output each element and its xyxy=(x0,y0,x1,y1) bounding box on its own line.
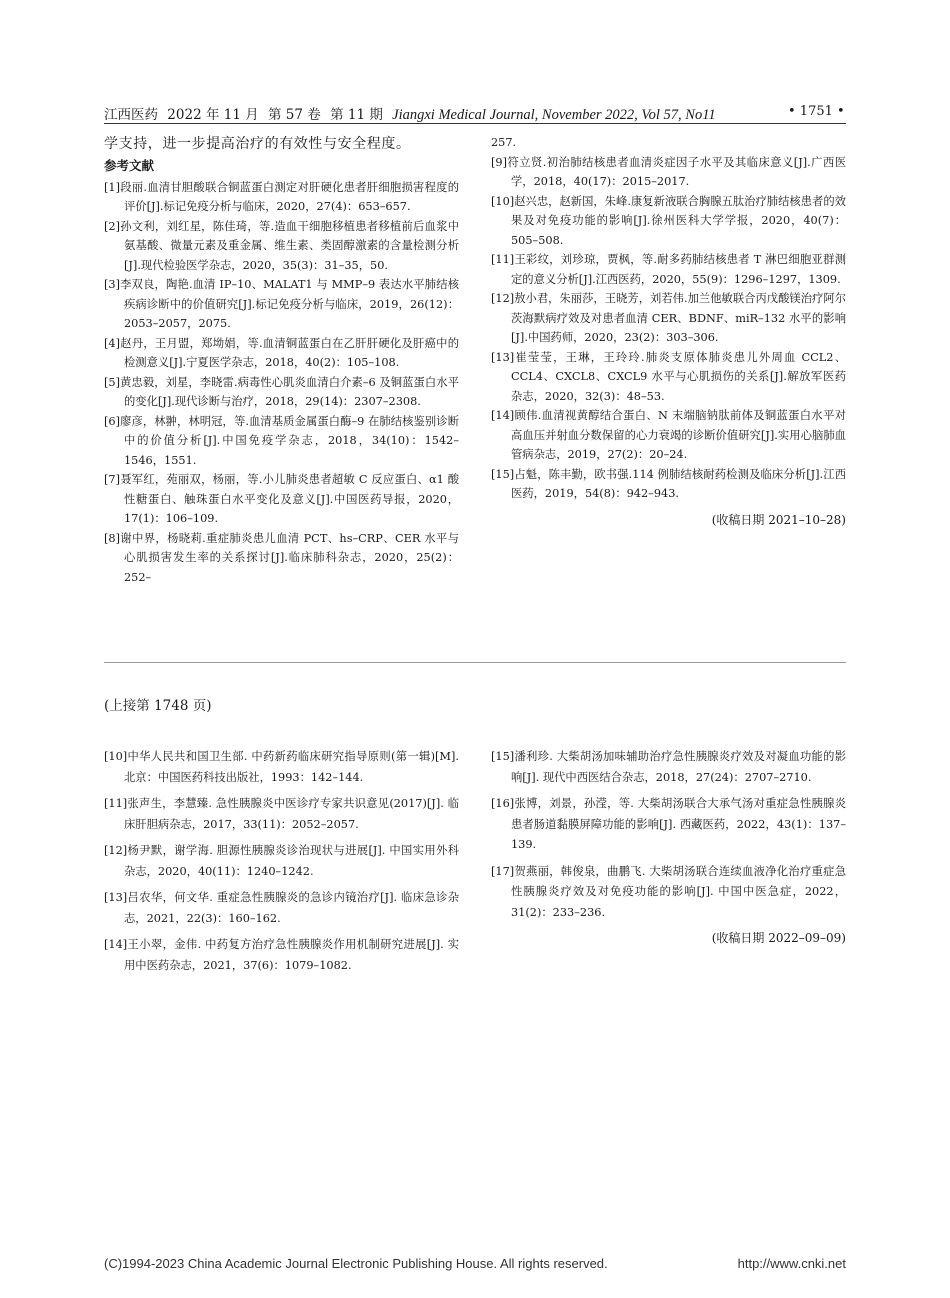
intro-text: 学支持，进一步提高治疗的有效性与安全程度。 xyxy=(104,136,411,152)
issue-volume: 第 57 卷 xyxy=(268,107,321,123)
reference-continuation: 257. xyxy=(491,136,517,149)
reference-item: [12]杨尹默，谢学海. 胆源性胰腺炎诊治现状与进展[J]. 中国实用外科杂志，2020，40(11)：1240–1242. xyxy=(104,844,459,878)
section2-right-column xyxy=(491,747,846,949)
reference-item: [15]潘利珍. 大柴胡汤加味辅助治疗急性胰腺炎疗效及对凝血功能的影响[J]. 现代中西医结合杂志，2018，27(24)：2707–2710. xyxy=(491,750,846,784)
reference-item: [15]占魁，陈丰勤，欧书强.114 例肺结核耐药检测及临床分析[J].江西医药，2019，54(8)：942–943. xyxy=(491,467,846,500)
reference-item: [1]段丽.血清甘胆酸联合铜蓝蛋白测定对肝硬化患者肝细胞损害程度的评价[J].标记免疫分析与临床，2020，27(4)：653–657. xyxy=(104,180,459,213)
reference-item: [17]贺燕丽，韩俊泉，曲鹏飞. 大柴胡汤联合连续血液净化治疗重症急性胰腺炎疗效及对免疫功能的影响[J]. 中国中医急症，2022，31(2)：233–236. xyxy=(491,864,846,919)
reference-item: [12]敖小君，朱丽莎，王晓芳，刘若伟.加兰他敏联合丙戊酸镁治疗阿尔茨海默病疗效及对患者血清 CER、BDNF、miR–132 水平的影响[J].中国药师，2020，23(2)：303–306. xyxy=(491,292,846,344)
page-number: • 1751 • xyxy=(788,104,845,119)
reference-item: [2]孙文利，刘红星，陈佳琦，等.造血干细胞移植患者移植前后血浆中氨基酸、微量元素及重金属、维生素、类固醇激素的含量检测分析[J].现代检验医学杂志，2020，35(3)：31–35，50. xyxy=(104,219,459,272)
section1-right-column xyxy=(491,133,846,530)
reference-item: [5]黄忠毅，刘星，李晓雷.病毒性心肌炎血清白介素–6 及铜蓝蛋白水平的变化[J].现代诊断与治疗，2018，29(14)：2307–2308. xyxy=(104,375,459,408)
journal-name-en: Jiangxi Medical Journal, November 2022, Vol 57, No11 xyxy=(392,107,716,123)
copyright-footer xyxy=(104,1256,846,1271)
reference-item: [13]吕农华，何文华. 重症急性胰腺炎的急诊内镜治疗[J]. 临床急诊杂志，2021，22(3)：160–162. xyxy=(104,891,459,925)
reference-item: [11]王彩纹，刘珍琼，贾枫，等.耐多药肺结核患者 T 淋巴细胞亚群测定的意义分析[J].江西医药，2020，55(9)：1296–1297，1309. xyxy=(491,253,846,286)
cnki-link[interactable]: http://www.cnki.net xyxy=(737,1256,846,1271)
issue-year: 2022 年 11 月 xyxy=(167,107,259,123)
reference-item: [13]崔莹莹，王琳，王玲玲.肺炎支原体肺炎患儿外周血 CCL2、CCL4、CXCL8、CXCL9 水平与心肌损伤的关系[J].解放军医药杂志，2020，32(3)：48–53. xyxy=(491,350,846,403)
section2-left-column xyxy=(104,747,459,982)
received-date: (收稿日期 2022–09–09) xyxy=(711,931,846,945)
running-header xyxy=(104,103,721,124)
reference-item: [8]谢中界，杨晓莉.重症肺炎患儿血清 PCT、hs–CRP、CER 水平与心肌损害发生率的关系探讨[J].临床肺科杂志，2020，25(2)：252– xyxy=(104,531,459,584)
received-date: (收稿日期 2021–10–28) xyxy=(711,512,846,527)
reference-item: [10]中华人民共和国卫生部. 中药新药临床研究指导原则(第一辑)[M]. 北京：中国医药科技出版社，1993：142–144. xyxy=(104,750,459,784)
reference-item: [6]廖彦，林翀，林明冠，等.血清基质金属蛋白酶–9 在肺结核鉴别诊断中的价值分析[J].中国免疫学杂志，2018，34(10)：1542–1546，1551. xyxy=(104,414,459,467)
reference-item: [3]李双良，陶艳.血清 IP–10、MALAT1 与 MMP–9 表达水平肺结核疾病诊断中的价值研究[J].标记免疫分析与临床，2019，26(12)：2053–2057，2075. xyxy=(104,278,459,330)
section1-left-column xyxy=(104,133,459,587)
copyright-text: (C)1994-2023 China Academic Journal Electronic Publishing House. All rights reserved. xyxy=(104,1256,608,1271)
section-divider xyxy=(104,662,846,663)
reference-item: [16]张博，刘景，孙滢，等. 大柴胡汤联合大承气汤对重症急性胰腺炎患者肠道黏膜屏障功能的影响[J]. 西藏医药，2022，43(1)：137–139. xyxy=(491,797,846,851)
reference-item: [10]赵兴忠，赵新国，朱峰.康复新液联合胸腺五肽治疗肺结核患者的效果及对免疫功能的影响[J].徐州医科大学学报，2020，40(7)：505–508. xyxy=(491,194,846,247)
header-rule xyxy=(104,123,846,124)
reference-item: [4]赵丹，王月盟，郑坳娟，等.血清铜蓝蛋白在乙肝肝硬化及肝癌中的检测意义[J].宁夏医学杂志，2018，40(2)：105–108. xyxy=(104,336,459,369)
reference-item: [14]王小翠，金伟. 中药复方治疗急性胰腺炎作用机制研究进展[J]. 实用中医药杂志，2021，37(6)：1079–1082. xyxy=(104,938,459,972)
reference-item: [14]顾伟.血清视黄醇结合蛋白、N 末端脑钠肽前体及铜蓝蛋白水平对高血压并射血分数保留的心力衰竭的诊断价值研究[J].实用心脑肺血管病杂志，2019，27(2)：20–24. xyxy=(491,409,846,461)
issue-number: 第 11 期 xyxy=(330,107,383,123)
references-heading: 参考文献 xyxy=(104,158,155,173)
journal-name-cn: 江西医药 xyxy=(104,107,158,123)
continued-from-label: (上接第 1748 页) xyxy=(104,698,212,714)
reference-item: [7]聂军红，苑丽双，杨丽，等.小儿肺炎患者超敏 C 反应蛋白、α1 酸性糖蛋白、触珠蛋白水平变化及意义[J].中国医药导报，2020，17(1)：106–109. xyxy=(104,473,459,525)
reference-item: [11]张声生，李慧臻. 急性胰腺炎中医诊疗专家共识意见(2017)[J]. 临床肝胆病杂志，2017，33(11)：2052–2057. xyxy=(104,797,459,831)
reference-item: [9]符立贤.初治肺结核患者血清炎症因子水平及其临床意义[J].广西医学，2018，40(17)：2015–2017. xyxy=(491,155,846,188)
